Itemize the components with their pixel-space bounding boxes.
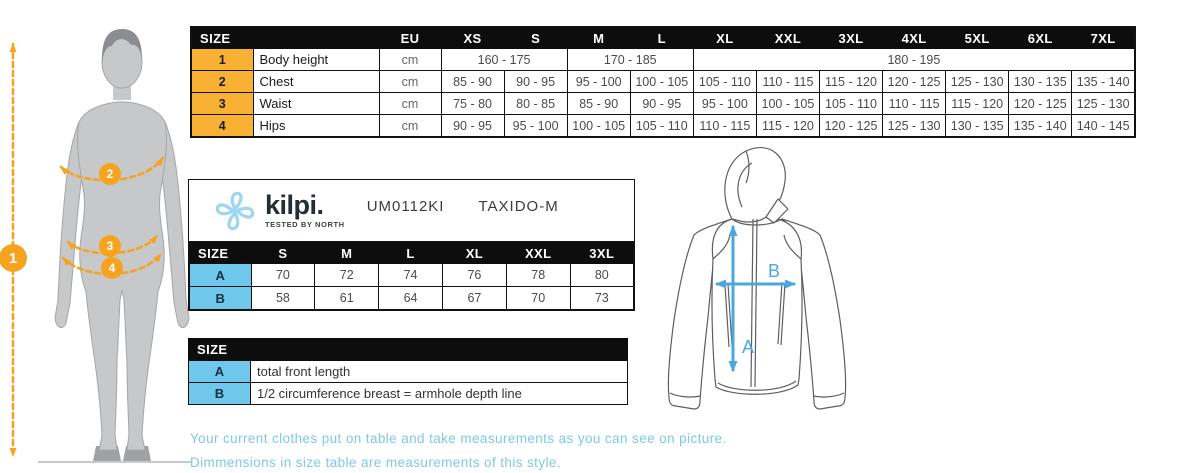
table-cell: 74 [379, 264, 443, 287]
column-header: L [379, 242, 443, 264]
column-header: L [630, 27, 693, 49]
table-cell: 115 - 120 [946, 93, 1009, 115]
note-line-2: Dimmensions in size table are measurements of this style. [190, 455, 561, 470]
table-cell: 75 - 80 [441, 93, 504, 115]
dimension-legend-table [188, 338, 628, 405]
column-header: XL [442, 242, 506, 264]
table-cell: 90 - 95 [441, 115, 504, 138]
column-header: SIZE [189, 242, 251, 264]
table-cell: Waist [253, 93, 379, 115]
table-cell: 64 [379, 287, 443, 311]
brand-wordmark: kilpi. [265, 190, 324, 221]
brand-header [188, 179, 635, 242]
table-row [191, 93, 1135, 115]
table-cell: 76 [442, 264, 506, 287]
table-cell: 80 [570, 264, 634, 287]
table-cell: 95 - 100 [693, 93, 756, 115]
dimension-a-label: A [742, 337, 755, 357]
table-cell: cm [379, 71, 441, 93]
column-header: XS [441, 27, 504, 49]
table-cell: 80 - 85 [504, 93, 567, 115]
table-cell: 70 [251, 264, 315, 287]
table-cell: 110 - 115 [883, 93, 946, 115]
measurement-notes [190, 427, 727, 473]
table-cell: 100 - 105 [630, 71, 693, 93]
human-silhouette [55, 29, 189, 461]
table-cell: 105 - 110 [630, 115, 693, 138]
table-row [189, 361, 628, 383]
badge-2-label: 2 [106, 167, 114, 181]
table-cell: 130 - 135 [1009, 71, 1072, 93]
header-row [189, 242, 634, 264]
table-cell: 72 [315, 264, 379, 287]
table-cell: 1 [191, 49, 253, 71]
table-row [189, 264, 634, 287]
column-header: XXL [506, 242, 570, 264]
badge-4-label: 4 [108, 261, 116, 275]
table-cell: 100 - 105 [756, 93, 819, 115]
table-cell: 170 - 185 [567, 49, 693, 71]
garment-dimensions-table [188, 241, 635, 311]
header-row [189, 339, 628, 361]
column-header: 6XL [1009, 27, 1072, 49]
table-cell: 85 - 90 [567, 93, 630, 115]
column-header: SIZE [189, 339, 628, 361]
table-cell: 1/2 circumference breast = armhole depth line [251, 383, 628, 405]
body-measurements-table [190, 26, 1136, 138]
table-cell: 125 - 130 [883, 115, 946, 138]
table-cell: cm [379, 93, 441, 115]
table-cell: 61 [315, 287, 379, 311]
column-header: EU [379, 27, 441, 49]
table-row [191, 71, 1135, 93]
table-cell: 78 [506, 264, 570, 287]
table-cell: 120 - 125 [883, 71, 946, 93]
column-header: 7XL [1072, 27, 1135, 49]
product-block [188, 179, 635, 311]
table-cell: 85 - 90 [441, 71, 504, 93]
table-cell: 100 - 105 [567, 115, 630, 138]
badge-3-label: 3 [106, 239, 114, 253]
table-cell: total front length [251, 361, 628, 383]
table-cell: Hips [253, 115, 379, 138]
table-cell: cm [379, 115, 441, 138]
table-cell: 105 - 110 [693, 71, 756, 93]
table-cell: 2 [191, 71, 253, 93]
table-cell: 105 - 110 [819, 93, 882, 115]
table-cell: B [189, 287, 251, 311]
table-cell: 120 - 125 [819, 115, 882, 138]
table-cell: 110 - 115 [693, 115, 756, 138]
column-header: M [315, 242, 379, 264]
table-cell: 67 [442, 287, 506, 311]
table-cell: 90 - 95 [504, 71, 567, 93]
column-header: XXL [756, 27, 819, 49]
column-header: M [567, 27, 630, 49]
table-cell: cm [379, 49, 441, 71]
column-header: 4XL [883, 27, 946, 49]
table-cell: 73 [570, 287, 634, 311]
dimension-b-label: B [768, 261, 781, 281]
table-cell: 120 - 125 [1009, 93, 1072, 115]
table-row [189, 287, 634, 311]
table-cell: 70 [506, 287, 570, 311]
table-cell: 125 - 130 [946, 71, 1009, 93]
table-cell: 130 - 135 [946, 115, 1009, 138]
brand-tagline: TESTED BY NORTH [265, 220, 345, 230]
table-cell: 180 - 195 [693, 49, 1135, 71]
table-cell: 58 [251, 287, 315, 311]
product-name: TAXIDO-M [478, 198, 559, 215]
column-header: SIZE [191, 27, 379, 49]
table-cell: A [189, 361, 251, 383]
table-cell: 115 - 120 [756, 115, 819, 138]
table-cell: 125 - 130 [1072, 93, 1135, 115]
table-row [191, 49, 1135, 71]
column-header: 3XL [570, 242, 634, 264]
table-cell: 110 - 115 [756, 71, 819, 93]
table-cell: A [189, 264, 251, 287]
header-row [191, 27, 1135, 49]
table-cell: 3 [191, 93, 253, 115]
product-code: UM0112KI [366, 198, 445, 215]
table-cell: B [189, 383, 251, 405]
note-line-1: Your current clothes put on table and take measurements as you can see on picture. [190, 431, 727, 446]
table-cell: 90 - 95 [630, 93, 693, 115]
body-measurement-figure [0, 18, 192, 470]
column-header: XL [693, 27, 756, 49]
table-cell: 95 - 100 [567, 71, 630, 93]
product-codes [367, 198, 559, 223]
table-row [191, 115, 1135, 138]
table-row [189, 383, 628, 405]
table-cell: 95 - 100 [504, 115, 567, 138]
table-cell: 135 - 140 [1009, 115, 1072, 138]
column-header: 5XL [946, 27, 1009, 49]
column-header: S [504, 27, 567, 49]
kilpi-logo-icon [213, 189, 257, 233]
table-cell: 160 - 175 [441, 49, 567, 71]
table-cell: Body height [253, 49, 379, 71]
table-cell: 135 - 140 [1072, 71, 1135, 93]
table-cell: 4 [191, 115, 253, 138]
column-header: 3XL [819, 27, 882, 49]
table-cell: 115 - 120 [819, 71, 882, 93]
table-cell: Chest [253, 71, 379, 93]
badge-1-label: 1 [8, 250, 18, 267]
jacket-outline [668, 148, 845, 409]
table-cell: 140 - 145 [1072, 115, 1135, 138]
column-header: S [251, 242, 315, 264]
jacket-diagram [652, 135, 862, 430]
